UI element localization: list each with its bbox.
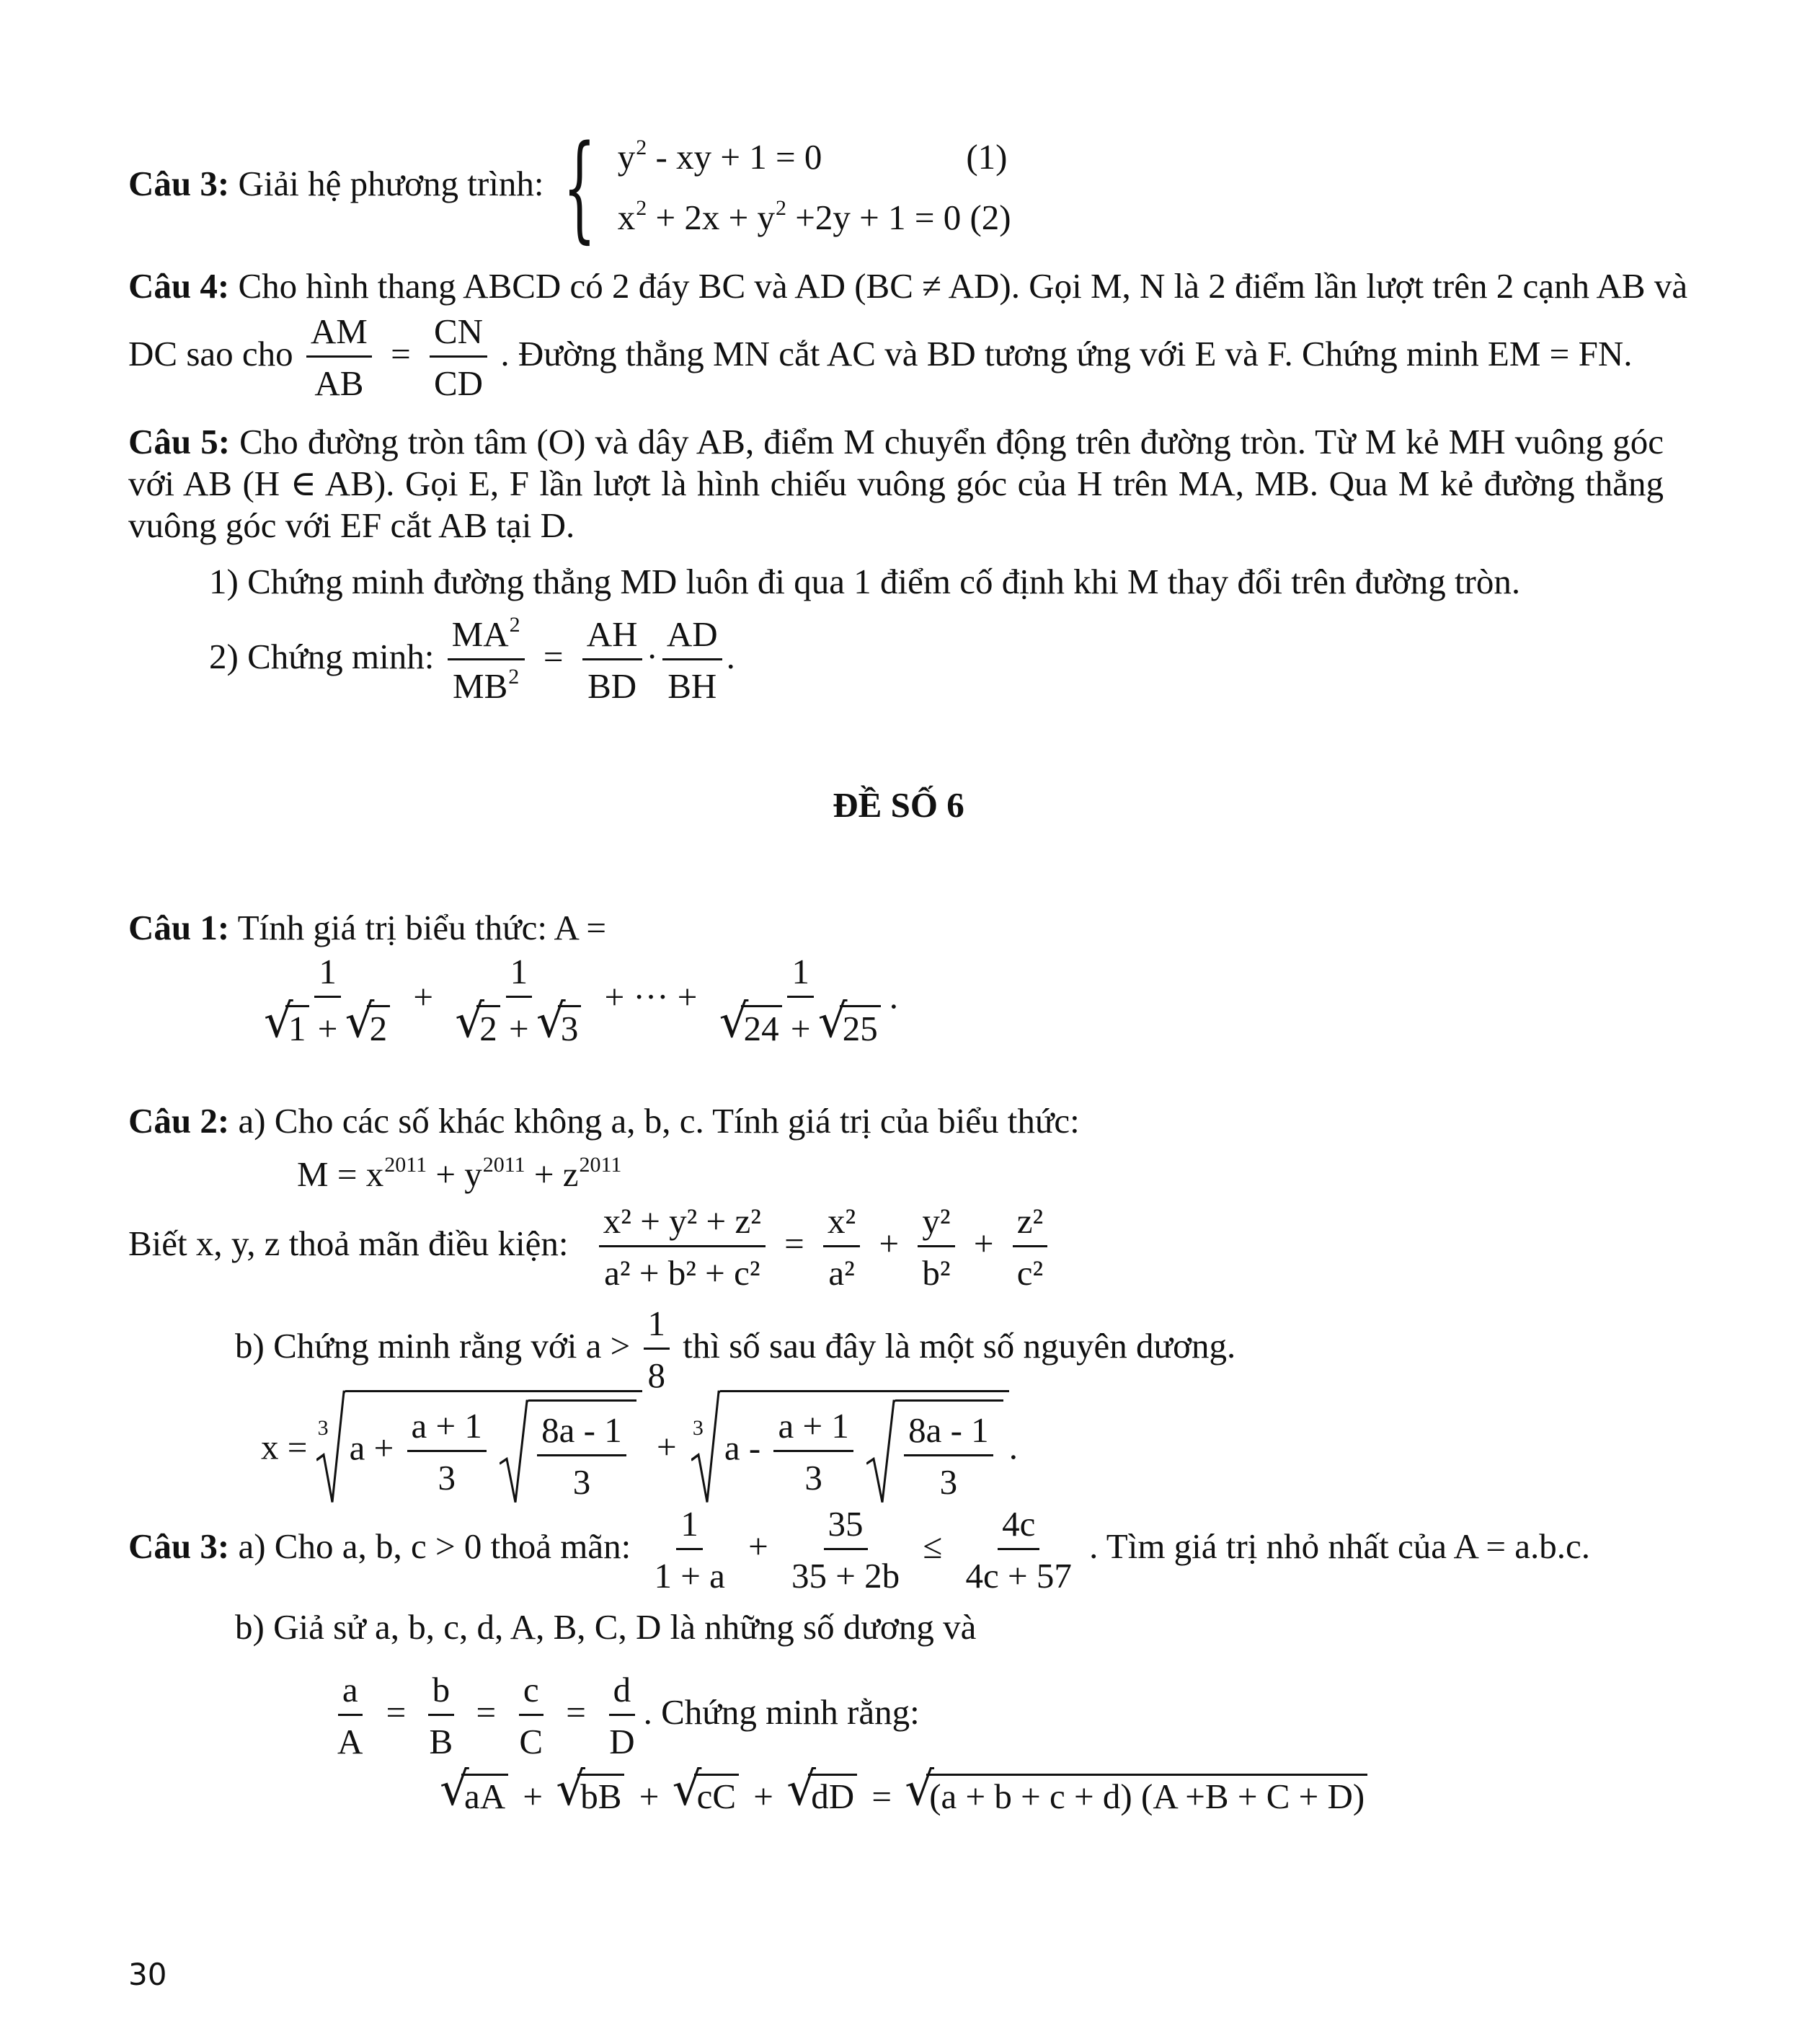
fraction: $\frac{a}{A}$ (337, 1670, 363, 1762)
de6-cau2-condition: Biết x, y, z thoả mãn điều kiện: $\frac{\text{x² + y² + z²}}{\text{a² + b² + c²}}$ = $\frac{\text{x²}}{\text{a²}}$ + $\frac{\text{y²}}{\text{b²}}$ + $\frac{\text{z²}}{\text{c²}}$ (128, 1200, 1052, 1295)
question-text: Tính giá trị biểu thức: A = (237, 908, 607, 947)
question-label: Câu 4: (128, 266, 230, 306)
fraction: $\frac{MA^2}{MB^2}$ (448, 613, 525, 708)
equation-1: $y^2$ - xy + 1 = 0 (1) (617, 136, 1008, 177)
de6-cau3-b-line: b) Giả sử a, b, c, d, A, B, C, D là những số dương và (235, 1607, 977, 1647)
fraction: 1 √ 2 + √ 3 (452, 950, 585, 1050)
cau4-prev-line2: DC sao cho $\frac{AM}{AB}$ = $\frac{CN}{CD}$ . Đường thẳng MN cắt AC và BD tương ứng với E và F. Chứng minh EM = FN. (128, 310, 1632, 405)
fraction: $\frac{1}{1 + a}$ (654, 1504, 725, 1596)
fraction: $\frac{AD}{BH}$ (662, 613, 722, 708)
fraction: $\frac{b}{B}$ (429, 1670, 453, 1762)
cau5-prev-paragraph (128, 421, 1664, 547)
fraction: $\frac{1}{8}$ (644, 1302, 670, 1397)
question-text: Cho hình thang ABCD có 2 đáy BC và AD (BC ≠ AD). Gọi M, N là 2 điểm lần lượt trên 2 cạnh AB và (238, 266, 1688, 306)
question-label: Câu 3: (128, 1526, 230, 1567)
cau3-prev-block (128, 120, 1011, 255)
cube-root: 3 a - $\frac{a + 1}{3}$ $\frac{8a - 1}{3}$ (691, 1390, 1009, 1504)
fraction: $\frac{\text{x²}}{\text{a²}}$ (823, 1200, 860, 1295)
cau5-prev-item2: 2) Chứng minh: $\frac{MA^2}{MB^2}$ = $\frac{AH}{BD}$ · $\frac{AD}{BH}$ . (209, 613, 735, 708)
question-text: Cho đường tròn tâm (O) và dây AB, điểm M chuyển động trên đường tròn. Từ M kẻ MH vuông góc với AB (H ∈ AB). Gọi E, F lần lượt là hình chiếu vuông góc của H trên MA, MB. Qua M kẻ đường thẳng vuông góc với EF cắt AB tại D. (128, 422, 1664, 545)
equation-2: $x^2 + 2x + y^2 +2y + 1 = 0$ (2) (617, 196, 1011, 237)
question-label: Câu 3: (128, 164, 230, 204)
de6-cau3-a-line: Câu 3: a) Cho a, b, c > 0 thoả mãn: $\frac{1}{1 + a}$ + $\frac{35}{35 + 2b}$ ≤ $\frac{4c}{4c + 57}$ . Tìm giá trị nhỏ nhất của A = a.b.c. (128, 1503, 1590, 1598)
fraction: $\frac{\text{y²}}{\text{b²}}$ (918, 1200, 954, 1295)
fraction: $\frac{8a - 1}{3}$ (904, 1409, 993, 1504)
de6-cau1-expression: 1 √ 1 + √ 2 + 1 √ 2 + √ 3 + ··· + 1 √ 24 + √ 25 . (257, 950, 898, 1050)
fraction: $\frac{8a - 1}{3}$ (537, 1409, 626, 1504)
radical-sign (316, 1390, 345, 1504)
fraction: $\frac{a + 1}{3}$ (407, 1404, 487, 1500)
fraction: $\frac{\text{x² + y² + z²}}{\text{a² + b² + c²}}$ (599, 1200, 766, 1295)
equation-system (618, 127, 1011, 248)
question-label: Câu 2: (128, 1101, 230, 1141)
question-label: Câu 1: (128, 908, 230, 947)
de6-cau3-ratios: $\frac{a}{A}$ = $\frac{b}{B}$ = $\frac{c}{C}$ = $\frac{d}{D}$ . Chứng minh rằng: (329, 1668, 920, 1764)
cau4-prev-line1 (128, 268, 1687, 304)
fraction: $\frac{CN}{CD}$ (430, 310, 487, 405)
cau5-prev-item1: 1) Chứng minh đường thẳng MD luôn đi qua 1 điểm cố định khi M thay đổi trên đường tròn. (209, 562, 1521, 601)
system-brace: { (562, 120, 596, 255)
page-number: 30 (128, 1957, 167, 1992)
square-root (500, 1399, 636, 1504)
section-title: ĐỀ SỐ 6 (833, 785, 964, 825)
fraction: $\frac{4c}{4c + 57}$ (965, 1504, 1072, 1596)
square-root (866, 1399, 1003, 1504)
fraction: $\frac{c}{C}$ (519, 1670, 543, 1762)
de6-cau1-line (128, 910, 606, 945)
cube-root: 3 a + $\frac{a + 1}{3}$ $\frac{8a - 1}{3}$ (316, 1390, 642, 1504)
de6-cau2-x-expression: x = 3 a + $\frac{a + 1}{3}$ $\frac{8a - 1}{3}$ + 3 a - $\frac{a + 1}{3}$ $\frac{8a - 1}{3}$ . (261, 1390, 1018, 1504)
fraction: $\frac{\text{z²}}{\text{c²}}$ (1013, 1200, 1047, 1295)
de6-cau2-line1 (128, 1101, 1080, 1141)
fraction: 1 √ 24 + √ 25 (716, 950, 885, 1050)
question-text: Giải hệ phương trình: (238, 164, 544, 204)
de6-cau2-m-expression: $M = x^{2011} + y^{2011} + z^{2011}$ (297, 1153, 622, 1194)
question-text: a) Cho các số khác không a, b, c. Tính giá trị của biểu thức: (238, 1101, 1080, 1141)
de6-cau2-b-line: b) Chứng minh rằng với a > $\frac{1}{8}$ thì số sau đây là một số nguyên dương. (235, 1302, 1235, 1397)
fraction: 1 √ 1 + √ 2 (261, 950, 394, 1050)
de6-cau3-identity: √ aA + √ bB + √ cC + √ dD = √ (a + b + c + d) (A +B + C + D) (441, 1774, 1367, 1814)
fraction: $\frac{d}{D}$ (609, 1670, 635, 1762)
fraction: $\frac{AH}{BD}$ (582, 613, 642, 708)
fraction: $\frac{35}{35 + 2b}$ (791, 1504, 900, 1596)
question-text: a) Cho a, b, c > 0 thoả mãn: (238, 1526, 631, 1567)
question-label: Câu 5: (128, 422, 231, 461)
fraction: $\frac{a + 1}{3}$ (773, 1404, 853, 1500)
fraction: $\frac{AM}{AB}$ (306, 310, 372, 405)
